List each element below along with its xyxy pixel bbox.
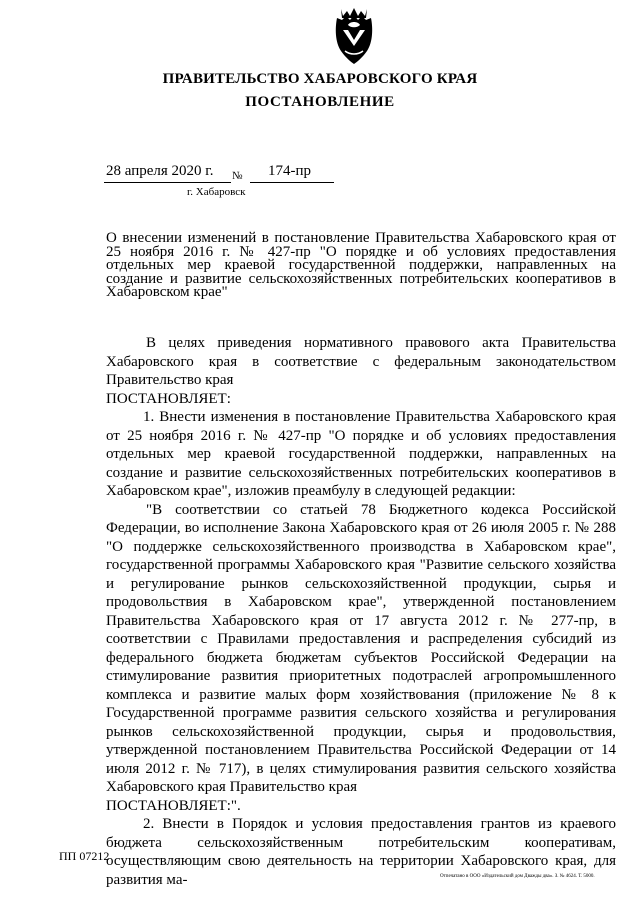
number-sign: № bbox=[232, 170, 243, 182]
document-place: г. Хабаровск bbox=[187, 186, 246, 198]
item-2-paragraph: 2. Внести в Порядок и условия предоставления грантов из краевого бюджета сельскохозяйственным потребительским кооперативам, осуществляющим свою деятельность на территории Хабаровского края, для развития ма- bbox=[106, 816, 616, 888]
document-code: ПП 07212 bbox=[59, 849, 110, 863]
document-date: 28 апреля 2020 г. bbox=[106, 163, 214, 179]
date-underline bbox=[104, 182, 231, 183]
preamble-quote-paragraph: "В соответствии со статьей 78 Бюджетного кодекса Российской Федерации, во исполнение Закона Хабаровского края от 26 июля 2005 г. № 288 "О поддержке сельскохозяйственного производства в Хабаровском крае", государственной программы Хабаровского края "Развитие сельского хозяйства и регулирование рынков сельскохозяйственной продукции, сырья и продовольствия в Хабаровском крае", утвержденной постановлением Правительства Хабаровского края от 17 августа 2012 г. № 277-пр, в соответствии с Правилами предоставления и распределения субсидий из федерального бюджета бюджетам субъектов Российской Федерации на стимулирование развития приоритетных подотраслей агропромышленного комплекса и развитие малых форм хозяйствования (приложение № 8 к Государственной программе развития сельского хозяйства и регулирования рынков сельскохозяйственной продукции, сырья и продовольствия, утвержденной постановлением Правительства Российской Федерации от 14 июля 2012 г. № 717), в целях стимулирования развития сельского хозяйства Хабаровского края Правительство края bbox=[106, 501, 616, 795]
intro-paragraph: В целях приведения нормативного правового акта Правительства Хабаровского края в соответствие с федеральным законодательством Правительство края bbox=[106, 335, 616, 388]
document-body bbox=[106, 334, 616, 889]
document-subject: О внесении изменений в постановление Правительства Хабаровского края от 25 ноября 2016 г. № 427-пр "О порядке и об условиях предоставления отдельных мер краевой государственной поддержки, направленных на создание и развитие сельскохозяйственных потребительских кооперативов в Хабаровском крае" bbox=[106, 230, 616, 300]
organization-title: ПРАВИТЕЛЬСТВО ХАБАРОВСКОГО КРАЯ bbox=[162, 71, 478, 87]
number-underline bbox=[250, 182, 334, 183]
printer-imprint: Отпечатано в ООО «Издательский дом Дважды два». З. № 4624. Т. 5000. bbox=[440, 874, 595, 879]
decree-heading: ПОСТАНОВЛЯЕТ: bbox=[106, 390, 231, 407]
quote-decree-line: ПОСТАНОВЛЯЕТ:". bbox=[106, 797, 241, 814]
document-type: ПОСТАНОВЛЕНИЕ bbox=[245, 94, 395, 110]
coat-of-arms-icon bbox=[329, 4, 379, 66]
document-number: 174-пр bbox=[268, 163, 312, 179]
item-1-paragraph: 1. Внести изменения в постановление Правительства Хабаровского края от 25 ноября 2016 г. № 427-пр "О порядке и об условиях предоставления отдельных мер краевой государственной поддержки, направленных на создание и развитие сельскохозяйственных потребительских кооперативов в Хабаровском крае", изложив преамбулу в следующей редакции: bbox=[106, 409, 616, 499]
